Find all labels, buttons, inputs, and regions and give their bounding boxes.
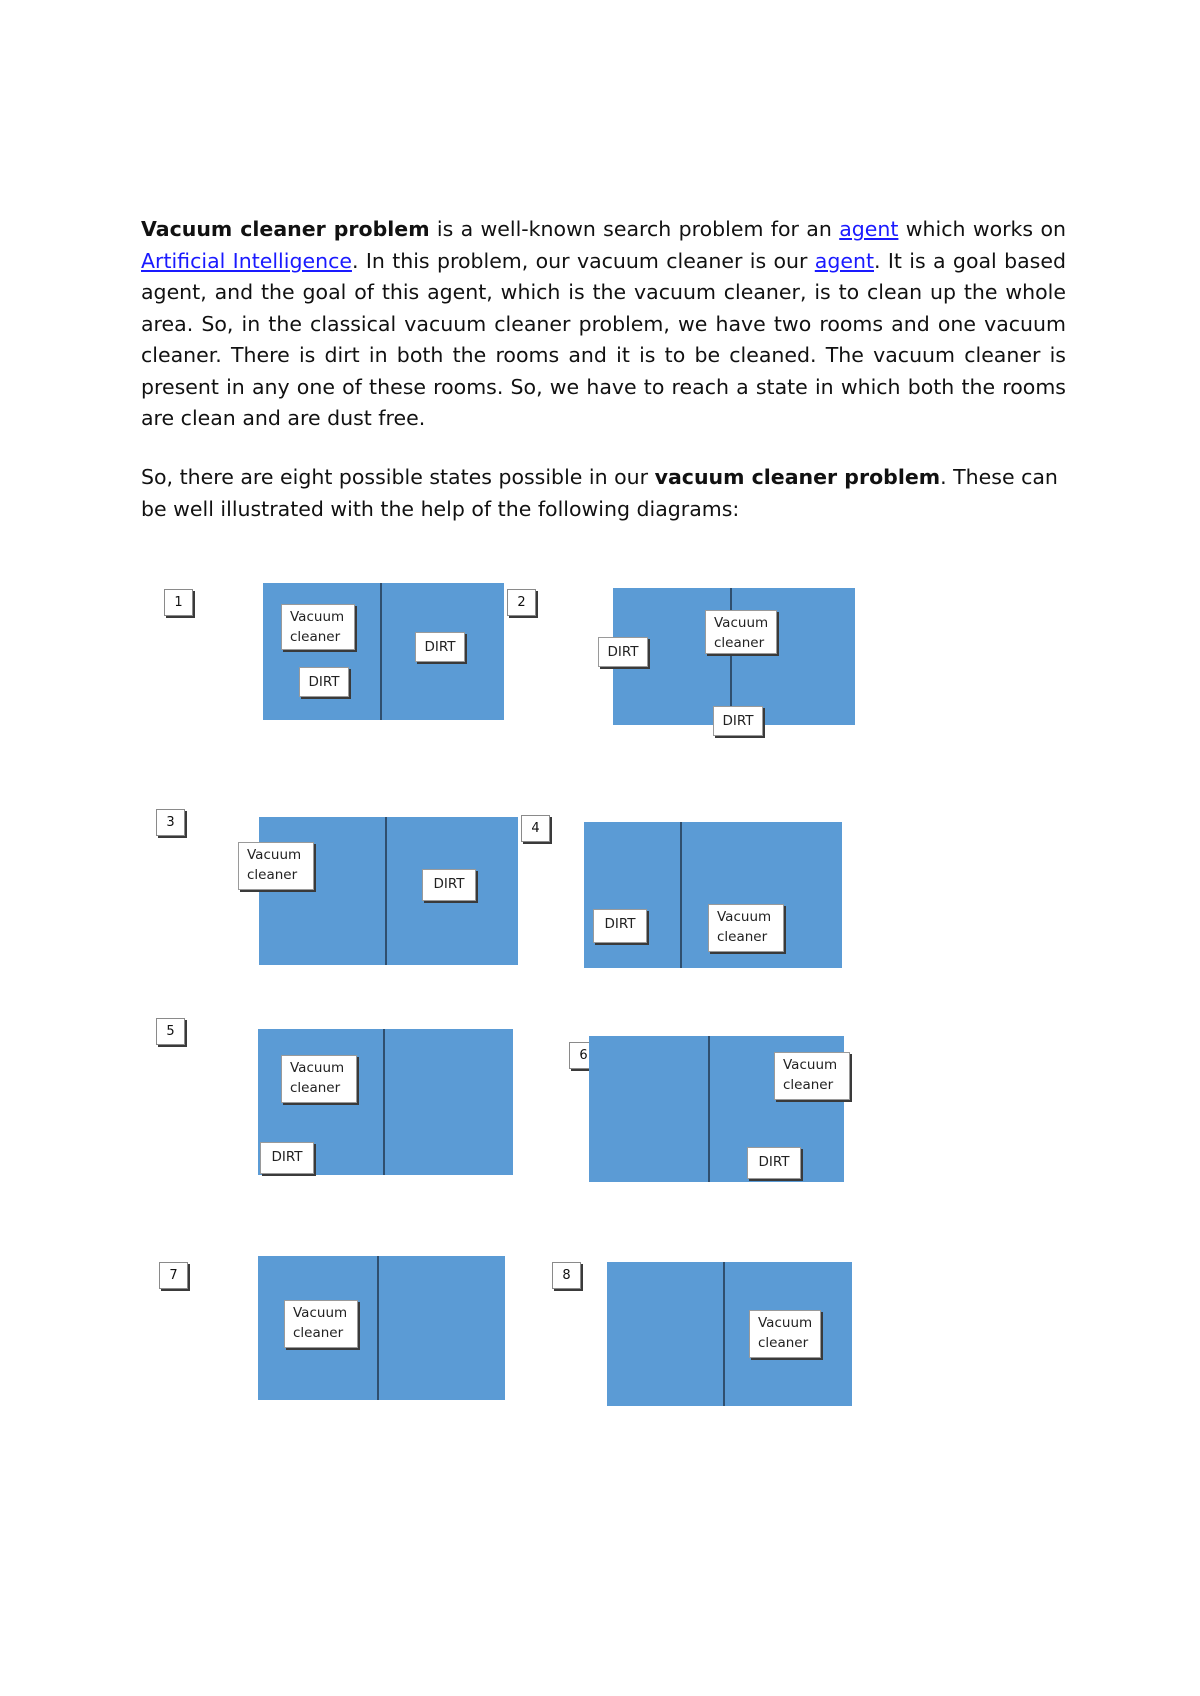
room-divider bbox=[385, 817, 387, 965]
dirt-box: DIRT bbox=[598, 637, 648, 667]
room-divider bbox=[680, 822, 682, 968]
text-run: So, there are eight possible states possible in our bbox=[141, 465, 655, 489]
state-diagram-5 bbox=[258, 1029, 513, 1175]
text-run: . These can be well illustrated with the help of the following diagrams: bbox=[141, 465, 1058, 521]
term-bold: vacuum cleaner problem bbox=[654, 465, 941, 489]
dirt-box: DIRT bbox=[593, 909, 647, 943]
dirt-box: DIRT bbox=[713, 706, 763, 736]
room-divider bbox=[730, 588, 732, 725]
dirt-box: DIRT bbox=[415, 632, 465, 662]
state-diagram-2 bbox=[613, 588, 855, 725]
room-divider bbox=[723, 1262, 725, 1406]
room-divider bbox=[383, 1029, 385, 1175]
room-divider bbox=[377, 1256, 379, 1400]
dirt-box: DIRT bbox=[747, 1147, 801, 1179]
agent-link[interactable]: agent bbox=[839, 217, 899, 241]
text-run: . In this problem, our vacuum cleaner is our bbox=[351, 248, 815, 273]
vacuum-cleaner-box: Vacuum cleaner bbox=[774, 1052, 850, 1100]
state-label-4: 4 bbox=[521, 815, 550, 842]
dirt-box: DIRT bbox=[422, 869, 476, 901]
vacuum-cleaner-box: Vacuum cleaner bbox=[281, 604, 355, 650]
room-divider bbox=[380, 583, 382, 720]
vacuum-cleaner-box: Vacuum cleaner bbox=[705, 610, 777, 654]
state-label-2: 2 bbox=[507, 589, 536, 616]
text-run: is a well-known search problem for an bbox=[429, 217, 840, 241]
state-label-3: 3 bbox=[156, 809, 185, 836]
vacuum-cleaner-box: Vacuum cleaner bbox=[281, 1055, 357, 1103]
state-label-8: 8 bbox=[552, 1262, 581, 1289]
text-run: . It is a goal based agent, and the goal of this agent, which is the vacuum cleaner, is to clean up the whole area. So, in the classical vacuum cleaner problem, we have two rooms and one vacuum cleaner. There is dirt in both the rooms and it is to be cleaned. The vacuum cleaner is present in any one of these rooms. So, we have to reach a state in which both the rooms are clean and are dust free. bbox=[141, 248, 1066, 430]
states-paragraph bbox=[141, 462, 1066, 525]
artificial-intelligence-link[interactable]: Artificial Intelligence bbox=[141, 248, 352, 273]
intro-paragraph bbox=[141, 214, 1066, 435]
state-label-5: 5 bbox=[156, 1018, 185, 1045]
room-divider bbox=[708, 1036, 710, 1182]
text-run: which works on bbox=[898, 217, 1066, 241]
vacuum-cleaner-box: Vacuum cleaner bbox=[238, 842, 314, 890]
state-diagram-7 bbox=[258, 1256, 505, 1400]
dirt-box: DIRT bbox=[260, 1142, 314, 1174]
state-label-6: 6 bbox=[569, 1042, 598, 1069]
state-label-1: 1 bbox=[164, 589, 193, 616]
state-diagram-8 bbox=[607, 1262, 852, 1406]
state-diagram-4 bbox=[584, 822, 842, 968]
state-diagram-3 bbox=[259, 817, 518, 965]
state-diagram-1 bbox=[263, 583, 504, 720]
vacuum-cleaner-box: Vacuum cleaner bbox=[284, 1300, 358, 1348]
state-label-7: 7 bbox=[159, 1262, 188, 1289]
vacuum-cleaner-box: Vacuum cleaner bbox=[749, 1310, 821, 1358]
vacuum-cleaner-box: Vacuum cleaner bbox=[708, 904, 784, 952]
dirt-box: DIRT bbox=[299, 667, 349, 697]
term-bold: Vacuum cleaner problem bbox=[141, 217, 430, 241]
agent-link-2[interactable]: agent bbox=[814, 248, 874, 273]
